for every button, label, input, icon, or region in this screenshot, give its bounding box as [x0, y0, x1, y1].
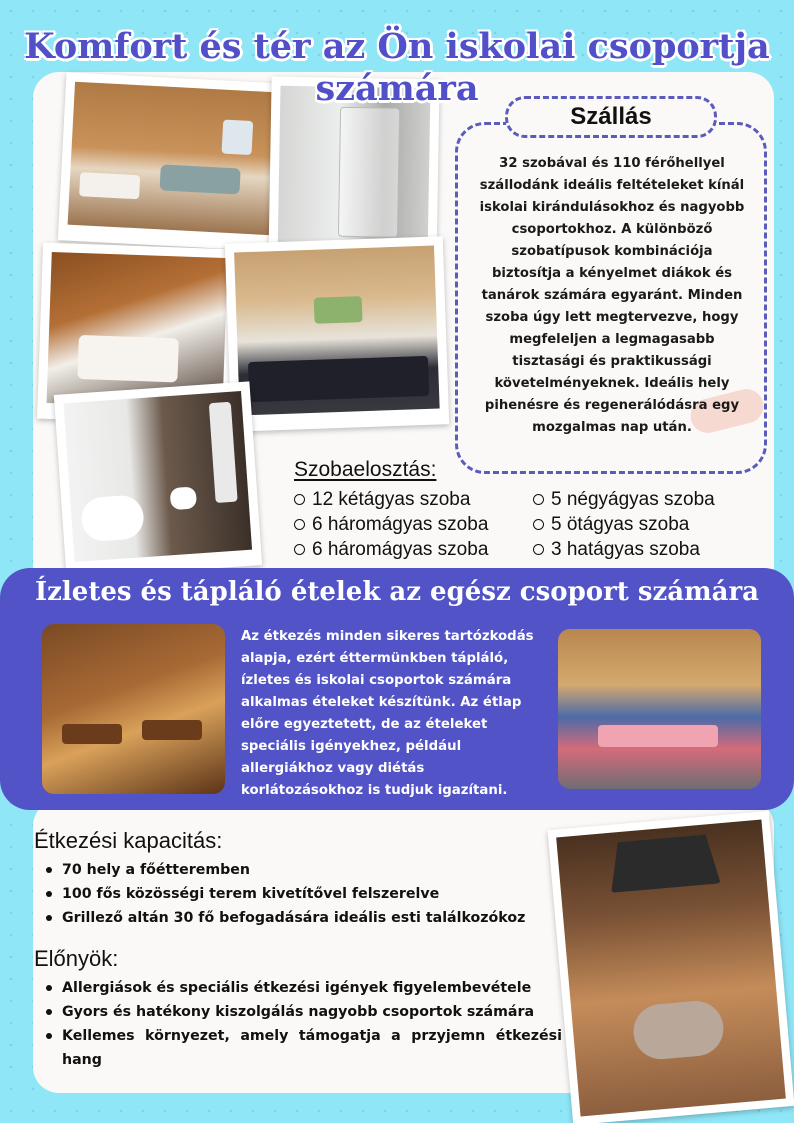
lodging-label: Szállás	[505, 96, 717, 138]
list-item: Allergiások és speciális étkezési igények figyelembevétele	[34, 976, 562, 1000]
advantages-title: Előnyök:	[34, 946, 119, 971]
conference-hall-photo	[225, 236, 449, 431]
tavern-photo	[42, 624, 225, 794]
circle-bullet-icon	[294, 519, 305, 530]
dining-room-photo	[558, 629, 761, 789]
food-section-title: Ízletes és tápláló ételek az egész csoport számára	[34, 577, 760, 607]
advantages-list	[34, 976, 562, 1072]
circle-bullet-icon	[294, 494, 305, 505]
room-distribution-right-list	[533, 487, 715, 562]
list-item: Grillező altán 30 fő befogadására ideális esti találkozókoz	[34, 906, 574, 930]
capacity-title: Étkezési kapacitás:	[34, 828, 223, 853]
circle-bullet-icon	[294, 544, 305, 555]
lodging-description: 32 szobával és 110 férőhellyel szállodánk ideális feltételeket kínál iskolai kirándulásokhoz és nagyobb csoportokhoz. A különböző szobatípusok kombinációja biztosítja a kényelmet diákok és tanárok számára egyaránt. Minden szoba úgy lett megtervezve, hogy megfeleljen a legmagasabb tisztasági és praktikussági követelményeknek. Ideális hely pihenésre és regenerálódásra egy mozgalmas nap után.	[479, 156, 745, 435]
food-description: Az étkezés minden sikeres tartózkodás alapja, ezért éttermünkben tápláló, ízletes és iskolai csoportok számára alkalmas ételeket készítünk. Az étlap előre egyeztetett, de az ételeket speciális igényekhez, például allergiákhoz vagy diétás korlátozásokhoz is tudjuk igazítani.	[241, 629, 534, 798]
list-item: 70 hely a főétteremben	[34, 858, 574, 882]
list-item: 6 háromágyas szoba	[294, 537, 488, 562]
list-item: Kellemes környezet, amely támogatja a przyjemn étkezési hang	[34, 1024, 562, 1072]
fire-pit-photo	[548, 811, 794, 1123]
circle-bullet-icon	[533, 519, 544, 530]
list-item: 12 kétágyas szoba	[294, 487, 488, 512]
bathroom-photo	[54, 381, 262, 578]
capacity-list	[34, 858, 574, 930]
room-distribution-title: Szobaelosztás:	[294, 458, 437, 481]
page-title: Komfort és tér az Ön iskolai csoportja számára	[24, 26, 770, 109]
list-item: 5 négyágyas szoba	[533, 487, 715, 512]
list-item: 6 háromágyas szoba	[294, 512, 488, 537]
circle-bullet-icon	[533, 494, 544, 505]
room-distribution-left-list	[294, 487, 488, 562]
circle-bullet-icon	[533, 544, 544, 555]
list-item: 100 fős közösségi terem kivetítővel felszerelve	[34, 882, 574, 906]
list-item: Gyors és hatékony kiszolgálás nagyobb csoportok számára	[34, 1000, 562, 1024]
list-item: 5 ötágyas szoba	[533, 512, 715, 537]
list-item: 3 hatágyas szoba	[533, 537, 715, 562]
